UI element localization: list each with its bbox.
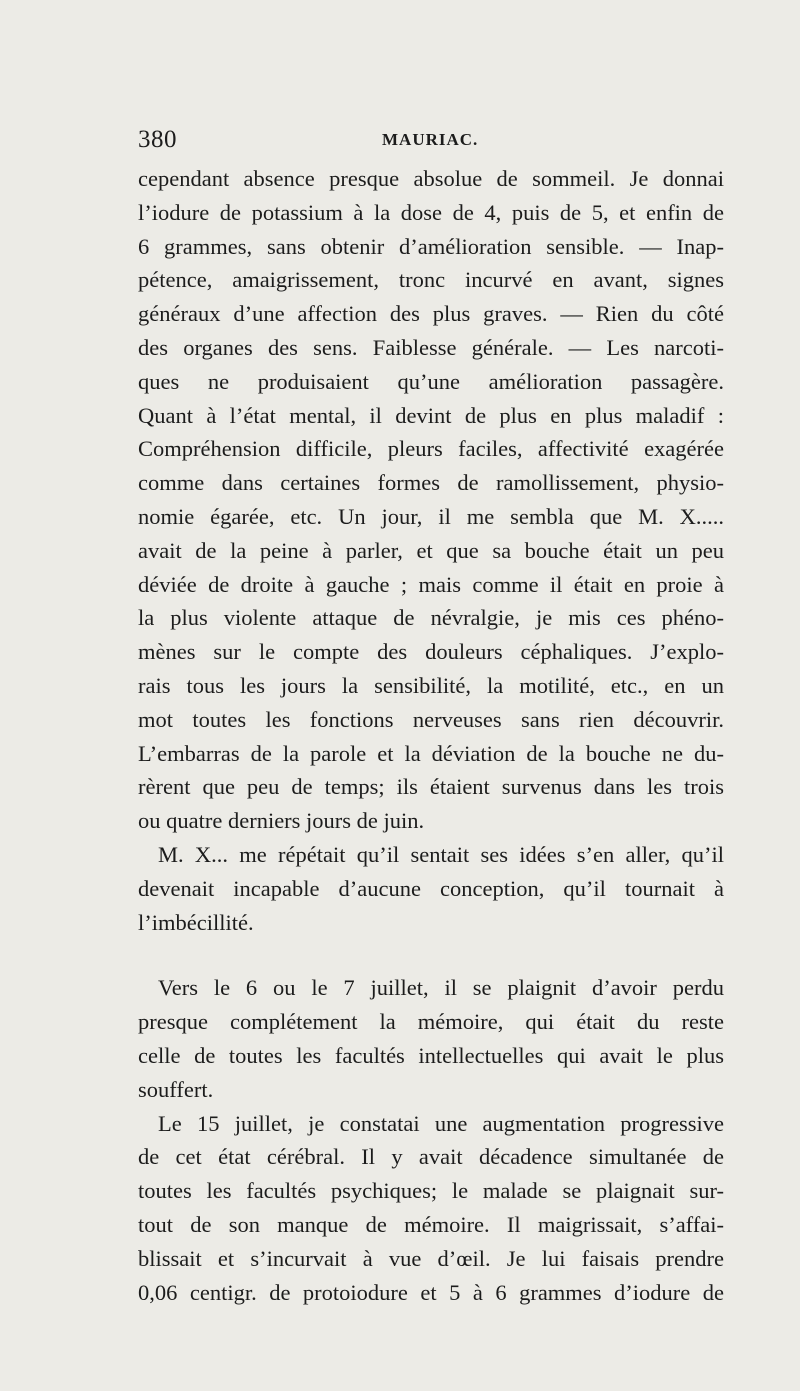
paragraph-gap: [138, 939, 724, 971]
page-number: 380: [138, 126, 177, 153]
text-line: celle de toutes les facultés intellectuelles qui avait le plus: [138, 1042, 724, 1068]
text-line: nomie égarée, etc. Un jour, il me sembla que M. X.....: [138, 503, 724, 529]
text-line: 0,06 centigr. de protoiodure et 5 à 6 grammes d’iodure de: [138, 1279, 724, 1305]
text-line: l’imbécillité.: [138, 909, 254, 935]
text-line: 6 grammes, sans obtenir d’amélioration sensible. — Inap-: [138, 233, 724, 259]
paragraph-1: [138, 162, 724, 838]
text-line: rais tous les jours la sensibilité, la motilité, etc., en un: [138, 672, 724, 698]
paragraph-2: [138, 838, 724, 939]
text-line: blissait et s’incurvait à vue d’œil. Je lui faisais prendre: [138, 1245, 724, 1271]
text-line: déviée de droite à gauche ; mais comme il était en proie à: [138, 571, 724, 597]
text-line: souffert.: [138, 1076, 214, 1102]
text-line: des organes des sens. Faiblesse générale. — Les narcoti-: [138, 334, 724, 360]
text-line: ques ne produisaient qu’une amélioration passagère.: [138, 368, 724, 394]
body-text: [138, 162, 724, 1309]
text-line: rèrent que peu de temps; ils étaient survenus dans les trois: [138, 774, 724, 800]
text-line: la plus violente attaque de névralgie, je mis ces phéno-: [138, 605, 724, 631]
page-header: [138, 126, 724, 156]
text-line: L’embarras de la parole et la déviation de la bouche ne du-: [138, 740, 724, 766]
text-line: avait de la peine à parler, et que sa bouche était un peu: [138, 537, 724, 563]
running-head: MAURIAC.: [382, 130, 479, 149]
text-line: l’iodure de potassium à la dose de 4, puis de 5, et enfin de: [138, 199, 724, 225]
text-line: ou quatre derniers jours de juin.: [138, 808, 425, 834]
text-line: pétence, amaigrissement, tronc incurvé en avant, signes: [138, 267, 724, 293]
text-line: toutes les facultés psychiques; le malade se plaignait sur-: [138, 1178, 724, 1204]
text-line: M. X... me répétait qu’il sentait ses idées s’en aller, qu’il: [158, 841, 724, 867]
text-line: de cet état cérébral. Il y avait décadence simultanée de: [138, 1144, 724, 1170]
text-line: cependant absence presque absolue de sommeil. Je donnai: [138, 166, 724, 191]
text-line: devenait incapable d’aucune conception, qu’il tournait à: [138, 875, 724, 901]
text-line: tout de son manque de mémoire. Il maigrissait, s’affai-: [138, 1211, 724, 1237]
text-line: mot toutes les fonctions nerveuses sans rien découvrir.: [138, 706, 724, 732]
text-line: presque complétement la mémoire, qui était du reste: [138, 1009, 724, 1035]
text-line: comme dans certaines formes de ramollissement, physio-: [138, 470, 724, 496]
paragraph-3: [138, 971, 724, 1106]
text-line: Quant à l’état mental, il devint de plus en plus maladif :: [138, 402, 724, 428]
text-line: généraux d’une affection des plus graves. — Rien du côté: [138, 301, 724, 327]
text-line: mènes sur le compte des douleurs céphaliques. J’explo-: [138, 639, 724, 665]
text-line: Compréhension difficile, pleurs faciles, affectivité exagérée: [138, 436, 724, 462]
text-line: Vers le 6 ou le 7 juillet, il se plaignit d’avoir perdu: [158, 975, 724, 1001]
paragraph-4: [138, 1107, 724, 1310]
text-line: Le 15 juillet, je constatai une augmentation progressive: [158, 1110, 724, 1136]
